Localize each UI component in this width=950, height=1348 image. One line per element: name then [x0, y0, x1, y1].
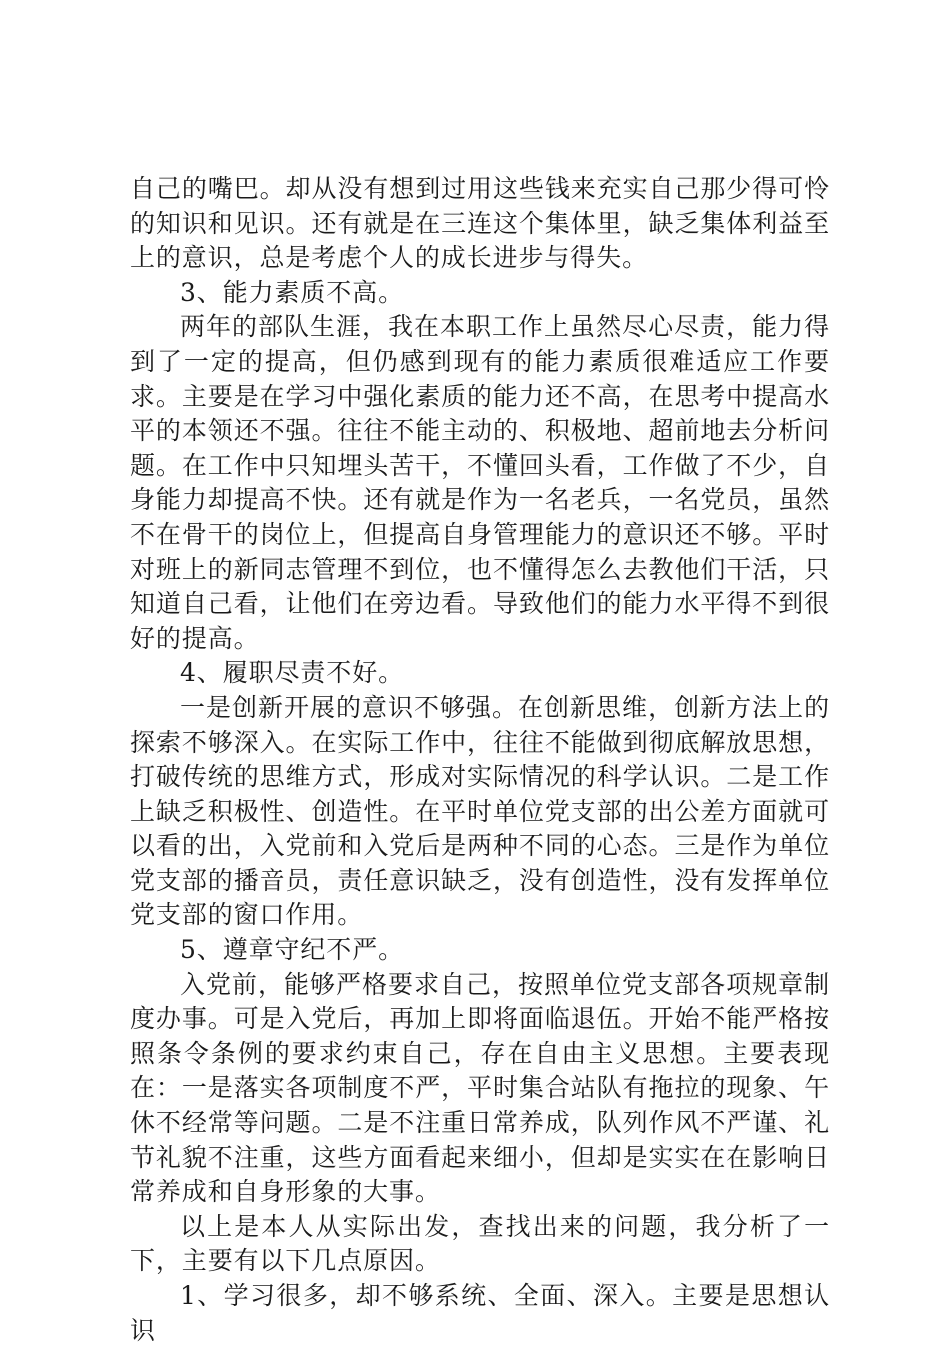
heading-ability-quality: 3、能力素质不高。	[180, 277, 405, 307]
heading-discipline: 5、遵章守纪不严。	[180, 935, 405, 965]
paragraph-cause-1: 1、学习很多，却不够系统、全面、深入。主要是思想认识	[130, 1281, 830, 1345]
document-page	[130, 172, 830, 1348]
paragraph-ability-quality: 两年的部队生涯，我在本职工作上虽然尽心尽责，能力得到了一定的提高，但仍感到现有的能力素质很难适应工作要求。主要是在学习中强化素质的能力还不高，在思考中提高水平的本领还不强。往往不能主动的、积极地、超前地去分析问题。在工作中只知埋头苦干，不懂回头看，工作做了不少，自身能力却提高不快。还有就是作为一名老兵，一名党员，虽然不在骨干的岗位上，但提高自身管理能力的意识还不够。平时对班上的新同志管理不到位，也不懂得怎么去教他们干活，只知道自己看，让他们在旁边看。导致他们的能力水平得不到很好的提高。	[130, 312, 830, 653]
heading-duty-performance: 4、履职尽责不好。	[180, 658, 405, 688]
paragraph-summary: 以上是本人从实际出发，查找出来的问题，我分析了一下，主要有以下几点原因。	[130, 1211, 830, 1276]
paragraph-continuation: 自己的嘴巴。却从没有想到过用这些钱来充实自己那少得可怜的知识和见识。还有就是在三连这个集体里，缺乏集体利益至上的意识，总是考虑个人的成长进步与得失。	[130, 174, 830, 273]
paragraph-discipline: 入党前，能够严格要求自己，按照单位党支部各项规章制度办事。可是入党后，再加上即将面临退伍。开始不能严格按照条令条例的要求约束自己，存在自由主义思想。主要表现在：一是落实各项制度不严，平时集合站队有拖拉的现象、午休不经常等问题。二是不注重日常养成，队列作风不严谨、礼节礼貌不注重，这些方面看起来细小，但却是实实在在影响日常养成和自身形象的大事。	[130, 969, 830, 1207]
paragraph-duty-performance: 一是创新开展的意识不够强。在创新思维，创新方法上的探索不够深入。在实际工作中，往往不能做到彻底解放思想，打破传统的思维方式，形成对实际情况的科学认识。二是工作上缺乏积极性、创造性。在平时单位党支部的出公差方面就可以看的出，入党前和入党后是两种不同的心态。三是作为单位党支部的播音员，责任意识缺乏，没有创造性，没有发挥单位党支部的窗口作用。	[130, 692, 830, 930]
